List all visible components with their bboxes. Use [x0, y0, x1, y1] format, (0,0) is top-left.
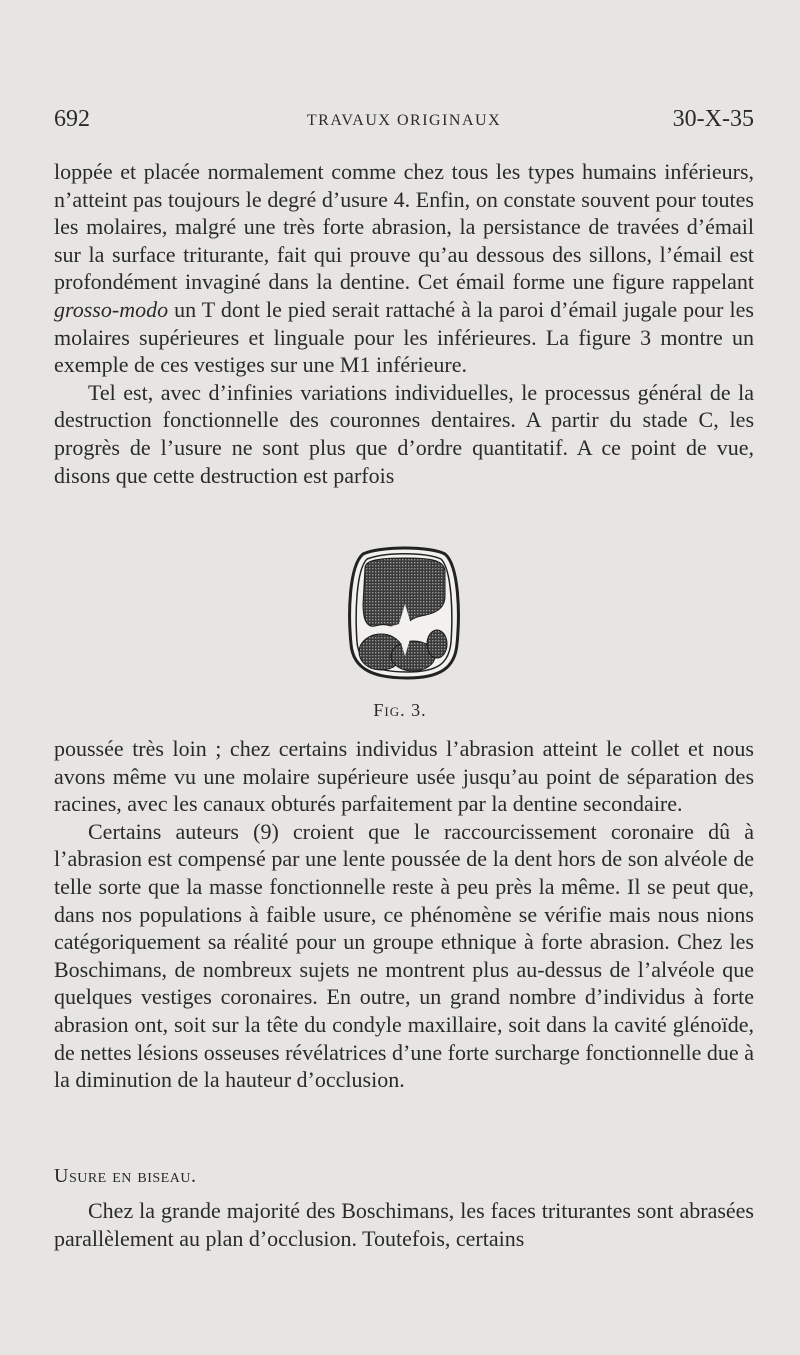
paragraph: Certains auteurs (9) croient que le raccourcissement coronaire dû à l’abrasion est compensé par une lente poussée de la dent hors de son alvéole de telle sorte que la masse fonctionnelle reste à peu près la même. Il se peut que, dans nos populations à faible usure, ce phénomène se vérifie mais nous nions catégoriquement sa réalité pour un groupe ethnique à forte abrasion. Chez les Boschimans, de nombreux sujets ne montrent plus au-dessus de l’alvéole que quelques vestiges coronaires. En outre, un grand nombre d’individus à forte abrasion ont, soit sur la tête du condyle maxillaire, soit dans la cavité glénoïde, de nettes lésions osseuses révélatrices d’une forte surcharge fonctionnelle due à la diminution de la hauteur d’occlusion. — [54, 818, 754, 1093]
text-block-bottom — [54, 1197, 754, 1252]
paragraph: Tel est, avec d’infinies variations individuelles, le processus général de la destruction fonctionnelle des couronnes dentaires. A partir du stade C, les progrès de l’usure ne sont plus que d’ordre quantitatif. A ce point de vue, disons que cette destruction est parfois — [54, 379, 754, 488]
paragraph-continued: poussée très loin ; chez certains individus l’abrasion atteint le collet et nous avons même vu une molaire supérieure usée jusqu’au point de séparation des racines, avec les canaux obturés parfaitement par la dentine secondaire. — [54, 736, 754, 817]
running-head — [54, 106, 754, 136]
figure-caption: Fig. 3. — [373, 700, 427, 720]
paragraph: Chez la grande majorité des Boschimans, les faces triturantes sont abrasées parallèlement au plan d’occlusion. Toutefois, certains — [54, 1198, 754, 1251]
text-block-middle — [54, 735, 754, 1094]
text-block-top — [54, 158, 754, 489]
page-number: 692 — [54, 106, 90, 132]
running-title: TRAVAUX ORIGINAUX — [306, 112, 502, 129]
paragraph-continued: loppée et placée normalement comme chez tous les types humains inférieurs, n’atteint pas toujours le degré d’usure 4. Enfin, on constate souvent pour toutes les molaires, malgré une très forte abrasion, la persistance de travées d’émail sur la surface triturante, fait qui prouve qu’au dessous des sillons, l’émail est profondément invaginé dans la dentine. Cet émail forme une figure rappelant grosso-modo un T dont le pied serait rattaché à la paroi d’émail jugale pour les molaires supérieures et linguale pour les inférieures. La figure 3 montre un exemple de ces vestiges sur une M1 inférieure. — [54, 159, 754, 378]
molar-occlusal-icon — [345, 544, 461, 680]
molar-figure-image — [345, 544, 461, 680]
italic-term: grosso-modo — [54, 296, 169, 322]
section-heading: Usure en biseau. — [54, 1165, 197, 1187]
issue-date: 30-X-35 — [672, 106, 754, 132]
